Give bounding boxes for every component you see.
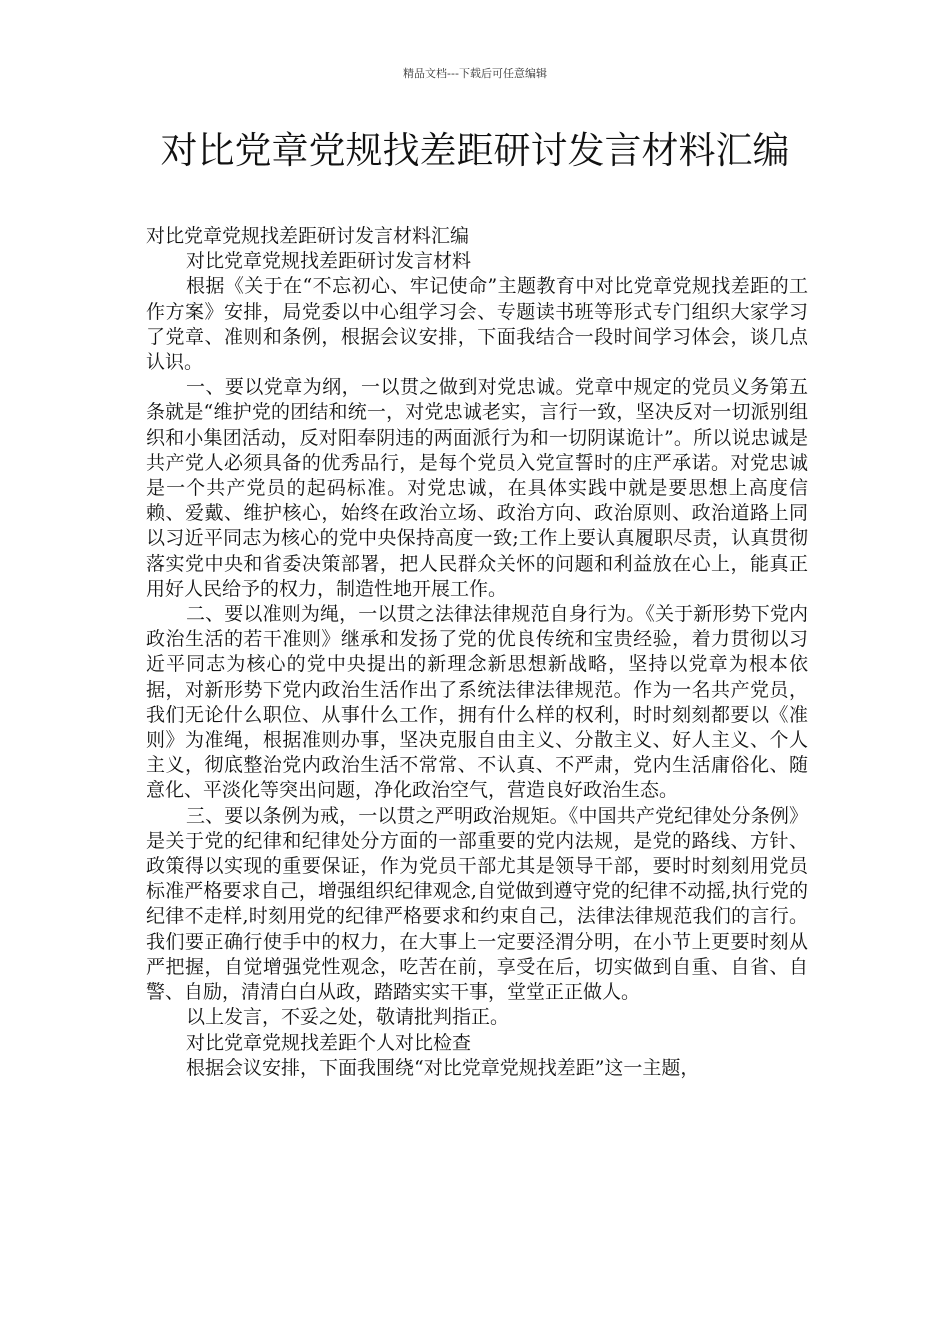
paragraph-section-title: 对比党章党规找差距研讨发言材料	[186, 250, 472, 273]
paragraph-collection-title: 对比党章党规找差距研讨发言材料汇编	[146, 225, 470, 247]
paragraph-closing: 以上发言，不妥之处，敬请批判指正。	[186, 1006, 510, 1029]
document-title: 对比党章党规找差距研讨发言材料汇编	[160, 129, 790, 172]
document-body	[146, 224, 808, 1081]
paragraph-point-one: 一、要以党章为纲，一以贯之做到对党忠诚。党章中规定的党员义务第五条就是“维护党的团结和统一，对党忠诚老实，言行一致，坚决反对一切派别组织和小集团活动，反对阳奉阴违的两面派行为和一切阴谋诡计”。所以说忠诚是共产党人必须具备的优秀品行，是每个党员入党宣誓时的庄严承诺。对党忠诚是一个共产党员的起码标准。对党忠诚，在具体实践中就是要思想上高度信赖、爱戴、维护核心，始终在政治立场、政治方向、政治原则、政治道路上同以习近平同志为核心的党中央保持高度一致;工作上要认真履职尽责，认真贯彻落实党中央和省委决策部署，把人民群众关怀的问题和利益放在心上，能真正用好人民给予的权力，制造性地开展工作。	[146, 376, 808, 600]
paragraph-point-three: 三、要以条例为戒，一以贯之严明政治规矩。《中国共产党纪律处分条例》是关于党的纪律和纪律处分方面的一部重要的党内法规，是党的路线、方针、政策得以实现的重要保证，作为党员干部尤其是领导干部，要时时刻刻用党员标准严格要求自己，增强组织纪律观念,自觉做到遵守党的纪律不动摇,执行党的纪律不走样,时刻用党的纪律严格要求和约束自己，法律法律规范我们的言行。我们要正确行使手中的权力，在大事上一定要泾渭分明，在小节上更要时刻从严把握，自觉增强党性观念，吃苦在前，享受在后，切实做到自重、自省、自警、自励，清清白白从政，踏踏实实干事，堂堂正正做人。	[146, 804, 808, 1004]
paragraph-intro: 根据《关于在“不忘初心、牢记使命”主题教育中对比党章党规找差距的工作方案》安排，局党委以中心组学习会、专题读书班等形式专门组织大家学习了党章、准则和条例，根据会议安排，下面我结合一段时间学习体会，谈几点认识。	[146, 275, 808, 374]
paragraph-point-two: 二、要以准则为绳，一以贯之法律法律规范自身行为。《关于新形势下党内政治生活的若干准则》继承和发扬了党的优良传统和宝贵经验，着力贯彻以习近平同志为核心的党中央提出的新理念新思想新战略，坚持以党章为根本依据，对新形势下党内政治生活作出了系统法律法律规范。作为一名共产党员，我们无论什么职位、从事什么工作，拥有什么样的权利，时时刻刻都要以《准则》为准绳，根据准则办事，坚决克服自由主义、分散主义、好人主义、个人主义，彻底整治党内政治生活不常常、不认真、不严肃，党内生活庸俗化、随意化、平淡化等突出问题，净化政治空气，营造良好政治生态。	[146, 603, 808, 802]
paragraph-second-section-intro: 根据会议安排，下面我围绕“对比党章党规找差距”这一主题，	[186, 1056, 700, 1079]
paragraph-second-section-title: 对比党章党规找差距个人对比检查	[186, 1031, 472, 1054]
header-note: 精品文档---下载后可任意编辑	[403, 67, 547, 80]
